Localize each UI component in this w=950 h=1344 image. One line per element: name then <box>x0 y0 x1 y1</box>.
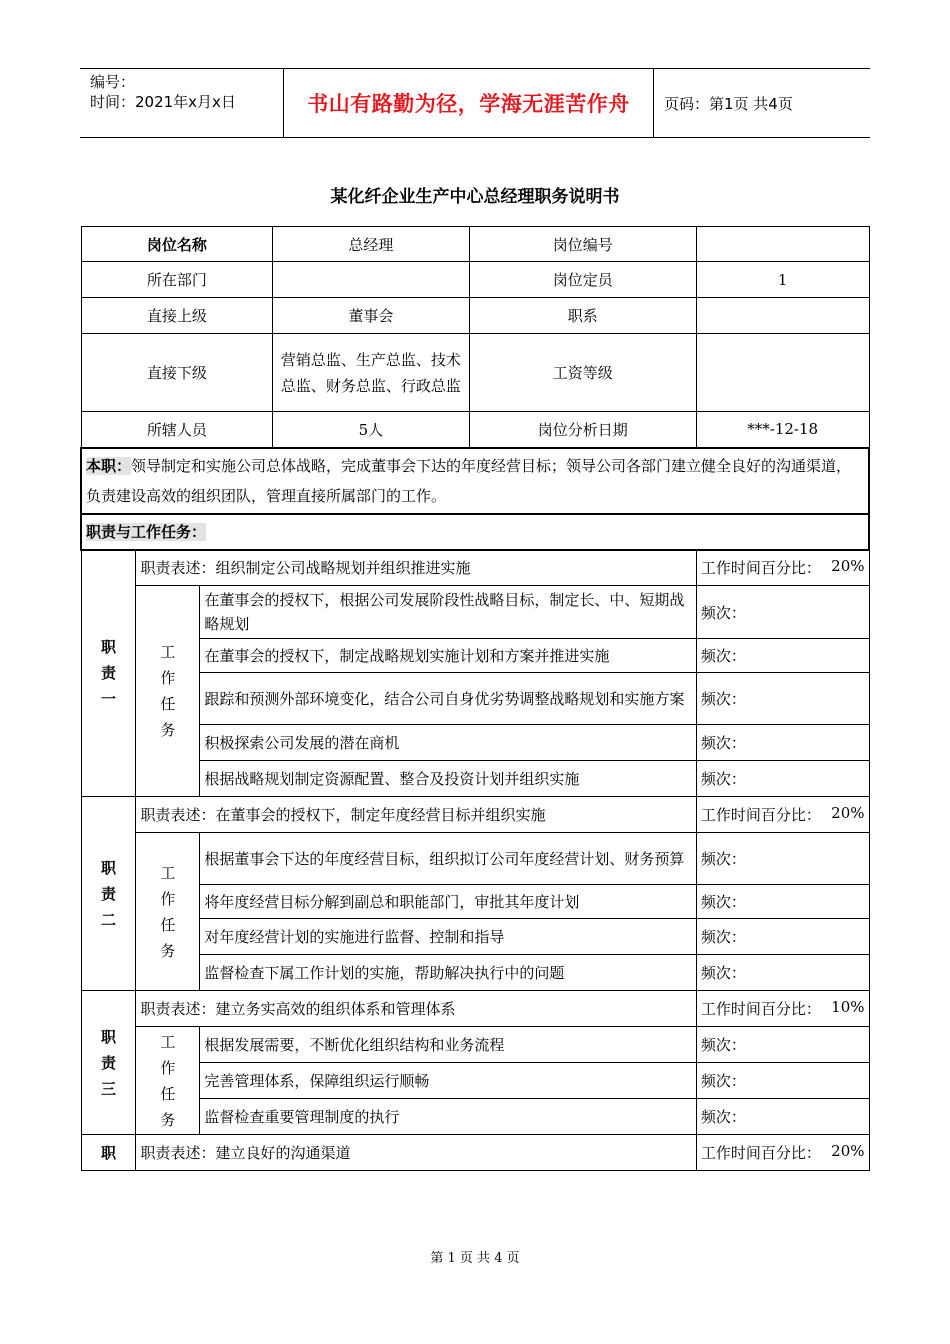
task-row <box>81 919 869 955</box>
page-header <box>80 68 870 138</box>
task-label: 工作任务 <box>136 833 200 991</box>
info-value: 总经理 <box>273 227 469 262</box>
task-row <box>81 1063 869 1099</box>
duty-statement: 职责表述：建立务实高效的组织体系和管理体系 <box>136 991 696 1027</box>
task-label: 工作任务 <box>136 1027 200 1135</box>
info-value <box>696 227 869 262</box>
task-row <box>81 639 869 673</box>
document-title: 某化纤企业生产中心总经理职务说明书 <box>330 187 620 207</box>
duty-time-percentage <box>696 991 869 1027</box>
duty-statement: 职责表述：在董事会的授权下，制定年度经营目标并组织实施 <box>136 797 696 833</box>
task-frequency: 频次： <box>696 955 869 991</box>
task-frequency: 频次： <box>696 919 869 955</box>
duty-time-percentage <box>696 1135 869 1171</box>
duties-body <box>81 550 869 1171</box>
task-description: 将年度经营目标分解到副总和职能部门，审批其年度计划 <box>200 885 696 919</box>
info-label: 工资等级 <box>469 334 696 412</box>
info-label: 直接上级 <box>81 298 273 334</box>
task-description: 根据董事会下达的年度经营目标，组织拟订公司年度经营计划、财务预算 <box>200 833 696 885</box>
percentage-value: 20% <box>831 1142 865 1160</box>
task-label: 工作任务 <box>136 586 200 797</box>
task-row <box>81 955 869 991</box>
info-label: 职系 <box>469 298 696 334</box>
duty-statement: 职责表述：组织制定公司战略规划并组织推进实施 <box>136 550 696 586</box>
duties-heading: 职责与工作任务： <box>86 523 207 541</box>
header-page-cell <box>654 69 870 137</box>
document-number-label: 编号： <box>90 73 136 91</box>
percentage-value: 20% <box>831 804 865 822</box>
duty-statement-row <box>81 1135 869 1171</box>
info-label: 所辖人员 <box>81 412 273 448</box>
percentage-label: 工作时间百分比： <box>700 806 821 824</box>
info-row <box>81 227 869 262</box>
task-frequency: 频次： <box>696 1099 869 1135</box>
duties-heading-row <box>81 514 869 550</box>
info-label: 岗位定员 <box>469 262 696 298</box>
info-row <box>81 262 869 298</box>
info-label: 岗位名称 <box>81 227 273 262</box>
percentage-label: 工作时间百分比： <box>700 1144 821 1162</box>
task-frequency: 频次： <box>696 673 869 725</box>
task-description: 跟踪和预测外部环境变化，结合公司自身优劣势调整战略规划和实施方案 <box>200 673 696 725</box>
duty-time-percentage <box>696 797 869 833</box>
page-indicator: 页码：第1页 共4页 <box>664 94 793 113</box>
document-date: 时间：2021年x月x日 <box>90 93 236 111</box>
task-frequency: 频次： <box>696 885 869 919</box>
duty-label: 职责二 <box>81 797 136 991</box>
task-row <box>81 725 869 761</box>
info-row <box>81 298 869 334</box>
info-value <box>696 334 869 412</box>
duty-time-percentage <box>696 550 869 586</box>
info-value: 5人 <box>273 412 469 448</box>
summary-text: 领导制定和实施公司总体战略，完成董事会下达的年度经营目标；领导公司各部门建立健全良好的沟通渠道，负责建设高效的组织团队，管理直接所属部门的工作。 <box>86 456 852 505</box>
duty-statement: 职责表述：建立良好的沟通渠道 <box>136 1135 696 1171</box>
task-description: 根据战略规划制定资源配置、整合及投资计划并组织实施 <box>200 761 696 797</box>
task-description: 监督检查重要管理制度的执行 <box>200 1099 696 1135</box>
duty-statement-row <box>81 550 869 586</box>
info-value: 董事会 <box>273 298 469 334</box>
task-frequency: 频次： <box>696 761 869 797</box>
page-footer: 第 1 页 共 4 页 <box>430 1251 520 1266</box>
header-meta <box>80 69 284 137</box>
percentage-label: 工作时间百分比： <box>700 1000 821 1018</box>
task-description: 积极探索公司发展的潜在商机 <box>200 725 696 761</box>
info-value <box>273 262 469 298</box>
info-value: 营销总监、生产总监、技术总监、财务总监、行政总监 <box>273 334 469 412</box>
summary-cell <box>81 448 869 514</box>
task-row <box>81 833 869 885</box>
percentage-value: 10% <box>831 998 865 1016</box>
percentage-value: 20% <box>831 557 865 576</box>
task-frequency: 频次： <box>696 1063 869 1099</box>
duties-heading-cell <box>81 514 869 550</box>
task-row <box>81 761 869 797</box>
task-row <box>81 885 869 919</box>
info-value <box>696 298 869 334</box>
info-row <box>81 412 869 448</box>
info-value: ***-12-18 <box>696 412 869 448</box>
duty-statement-row <box>81 991 869 1027</box>
duty-statement-row <box>81 797 869 833</box>
task-frequency: 频次： <box>696 833 869 885</box>
job-description-table <box>80 226 870 1171</box>
motto: 书山有路勤为径，学海无涯苦作舟 <box>307 92 630 116</box>
summary-label: 本职： <box>86 456 132 475</box>
duty-label: 职 <box>81 1135 136 1171</box>
info-value: 1 <box>696 262 869 298</box>
task-frequency: 频次： <box>696 639 869 673</box>
percentage-label: 工作时间百分比： <box>700 559 821 578</box>
task-frequency: 频次： <box>696 725 869 761</box>
task-frequency: 频次： <box>696 586 869 639</box>
duty-label: 职责一 <box>81 550 136 797</box>
task-row <box>81 673 869 725</box>
task-description: 对年度经营计划的实施进行监督、控制和指导 <box>200 919 696 955</box>
task-description: 根据发展需要，不断优化组织结构和业务流程 <box>200 1027 696 1063</box>
task-row <box>81 1027 869 1063</box>
duty-label: 职责三 <box>81 991 136 1135</box>
task-description: 监督检查下属工作计划的实施，帮助解决执行中的问题 <box>200 955 696 991</box>
info-label: 岗位编号 <box>469 227 696 262</box>
summary-row <box>81 448 869 514</box>
task-description: 完善管理体系，保障组织运行顺畅 <box>200 1063 696 1099</box>
task-row <box>81 586 869 639</box>
header-motto-cell <box>284 69 654 137</box>
task-description: 在董事会的授权下，制定战略规划实施计划和方案并推进实施 <box>200 639 696 673</box>
info-row <box>81 334 869 412</box>
task-description: 在董事会的授权下，根据公司发展阶段性战略目标，制定长、中、短期战略规划 <box>200 586 696 639</box>
info-label: 岗位分析日期 <box>469 412 696 448</box>
task-frequency: 频次： <box>696 1027 869 1063</box>
info-label: 所在部门 <box>81 262 273 298</box>
info-label: 直接下级 <box>81 334 273 412</box>
task-row <box>81 1099 869 1135</box>
